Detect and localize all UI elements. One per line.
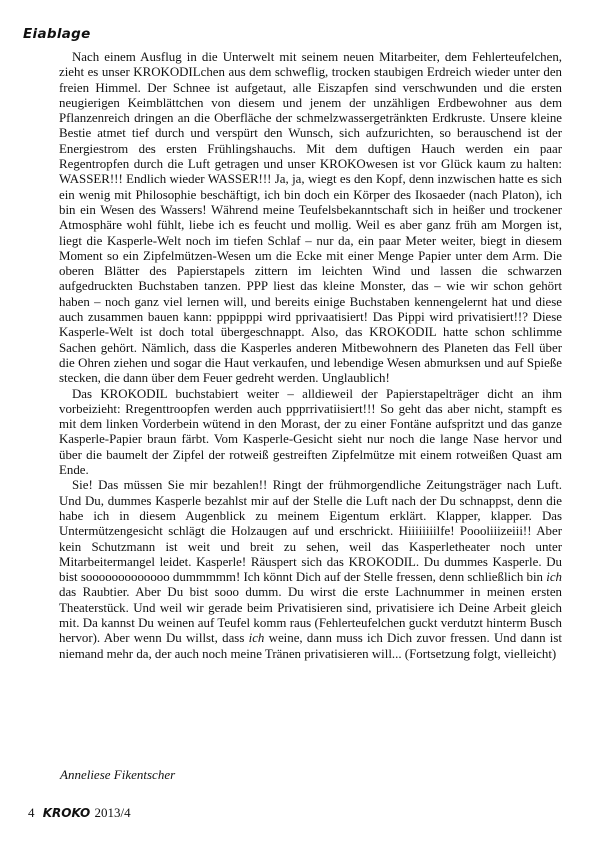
paragraph-text: das Raubtier. Aber Du bist sooo dumm. Du wirst die erste Lachnummer in meinen ersten Theaterstück. Und weil wir gerade beim Privatisieren sind, privatisiere ich Deine Arbeit gleich mit. Da kannst Du weinen auf Teufel komm raus (Fehlerteufelchen guckt verdutzt hinterm Busch hervor). Aber wenn Du willst, dass xyxy=(59,585,562,646)
article-heading: Eiablage xyxy=(23,26,91,42)
paragraph-text: weine, dann muss ich Dich zuvor fressen. Und dann ist niemand mehr da, der auch noch meine Tränen privatisieren will... (Fortsetzung folgt, vielleicht) xyxy=(59,631,562,661)
author-signature: Anneliese Fikentscher xyxy=(60,767,176,782)
article-paragraph: Nach einem Ausflug in die Unterwelt mit seinem neuen Mitarbeiter, dem Fehlerteufelchen, zieht es unser KROKODILchen aus dem schweflig, trocken staubigen Erdreich wieder unter den freien Himmel. Der Schnee ist aufgetaut, alle Eiszapfen sind verschwunden und die ersten neugierigen Keimblättchen von diesem und jenem der unzähligen Erdbewohner aus dem Pflanzenreich dringen an die Oberfläche der schmelzwassergetränkten Erdkruste. Unsere kleine Bestie atmet tief durch und verspürt den Wunsch, sich aufzurichten, so berauschend ist der Energiestrom des ersten Frühlingshauchs. Mit dem duftigen Hauch werden ein paar Regentropfen durch die Luft getragen und unser KROKOwesen ist vor Glück kaum zu halten: WASSER!!! Endlich wieder WASSER!!! Ja, ja, wiegt es den Kopf, denn inzwischen hatte es sich ein wenig mit Philosophie beschäftigt, ich bin doch ein Körper des Ikosaeder (nach Platon), ich bin ein Wesen des Wassers! Während meine Teufelsbekanntschaft sich in heißer und trockener Atmosphäre wohl fühlt, liebe ich es feucht und mollig. Weil es aber ganz früh am Morgen ist, liegt die Kasperle-Welt noch im tiefen Schlaf – nur da, ein paar Meter weiter, biegt in diesem Moment so ein Zipfelmützen-Wesen um die Ecke mit einer Menge Papier unter dem Arm. Die oberen Blätter des Papierstapels zittern im leichten Wind und lassen die schwarzen aufgedruckten Buchstaben tanzen. PPP liest das kleine Monster, das – wie wir schon gehört haben – noch ganz viel lernen will, und bereits einige Buchstaben kennengelernt hat und diese auch zusammen bauen kann: pppipppi wird pprivaatisiert! Das Pippi wird privatisiert!!? Diese Kasperle-Welt ist doch total übergeschnappt. Also, das KROKODIL hatte schon schlimme Sachen gehört. Nämlich, dass die Kasperles anderen Mitbewohnern des Planeten das Fell über die Ohren ziehen und sogar die Haut verkaufen, und lebendige Wesen abmurksen und auf Spieße stecken, die dann über dem Feuer gedreht werden. Unglaublich! xyxy=(59,50,562,386)
issue-number: 2013/4 xyxy=(94,805,131,820)
article-paragraph: Das KROKODIL buchstabiert weiter – alldieweil der Papierstapelträger dicht an ihm vorbeizieht: Rregenttroopfen werden auch ppprrivatiisiert!!! So geht das aber nicht, stampft es mit dem linken Vorderbein wütend in den Morast, der zu einer Fontäne aufspritzt und das ganze Kasperle-Papier braun färbt. Vom Kasperle-Gesicht sieht nur noch die lange Nase hervor und über die baumelt der Zipfel der rotweiß gestreiften Zipfelmütze mit einem rotweißen Quast am Ende. xyxy=(59,386,562,478)
paragraph-text: Sie! Das müssen Sie mir bezahlen!! Ringt der frühmorgendliche Zeitungsträger nach Luft. Und Du, dummes Kasperle bezahlst mir auf der Stelle die Luft nach der Du schnappst, denn die habe ich in diesem Augenblick zu meinem Eigentum erklärt. Klapper, klapper. Das Untermützengesicht schlägt die Holzaugen auf und erschrickt. Hiiiiiiiilfe! Poooliiizeiii!! Aber kein Schutzmann ist weit und breit zu sehen, weil das Kasperletheater noch unter Mitarbeitermangel leidet. Kasperle! Räuspert sich das KROKODIL. Du dummes Kasperle. Du bist sooooooooooooo dummmmm! Ich könnt Dich auf der Stelle fressen, denn schließlich bin xyxy=(59,478,562,585)
emphasis-text: ich xyxy=(546,570,562,585)
emphasis-text: ich xyxy=(248,631,265,646)
magazine-brand: KROKO xyxy=(42,806,91,820)
page-number: 4 xyxy=(28,805,35,820)
article-paragraph xyxy=(59,478,562,662)
page-footer xyxy=(28,805,131,821)
article-body xyxy=(59,50,562,662)
